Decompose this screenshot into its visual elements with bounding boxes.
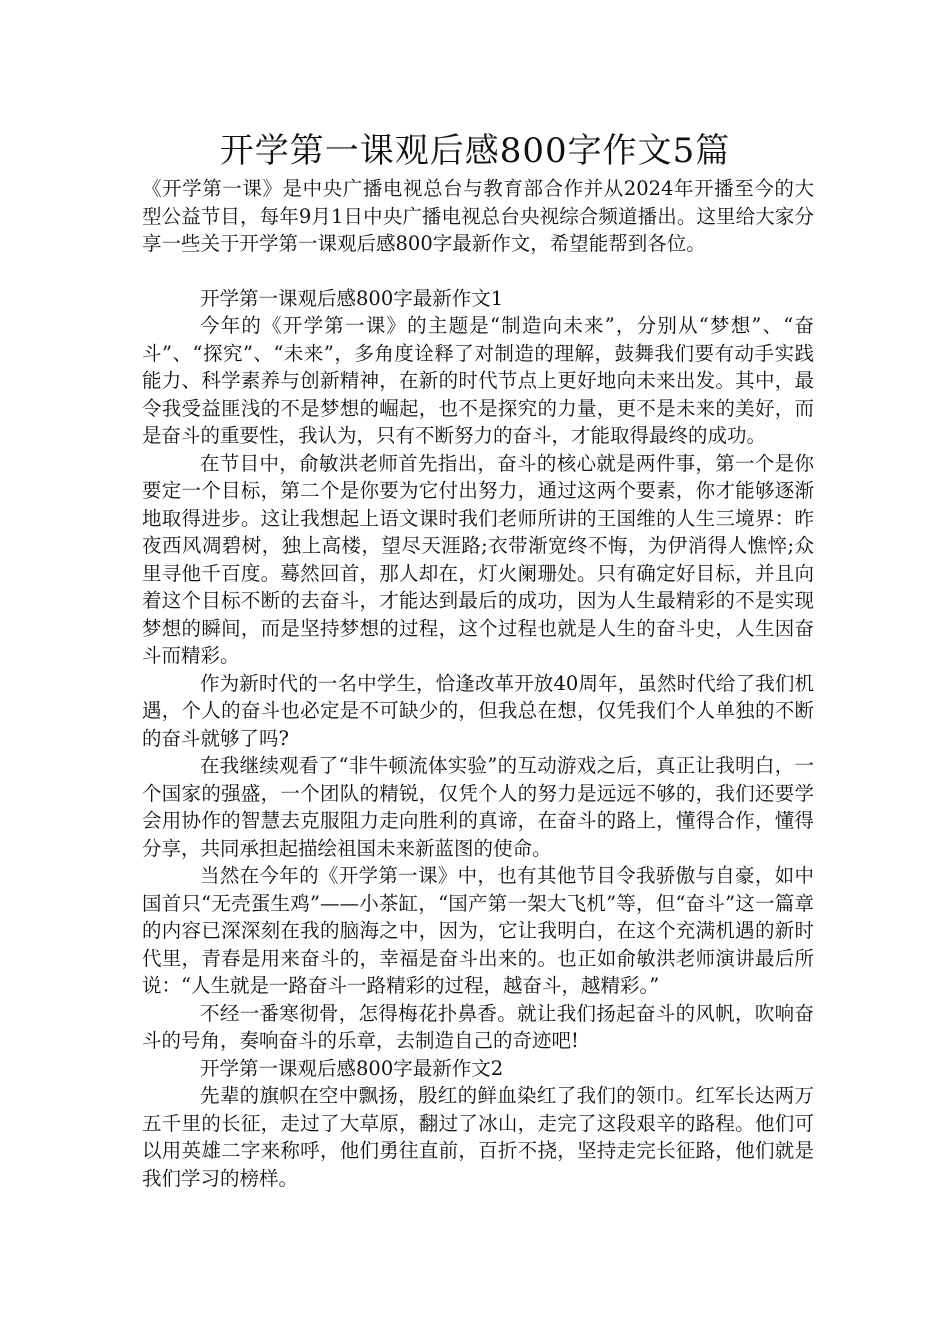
paragraph: 在我继续观看了“非牛顿流体实验”的互动游戏之后，真正让我明白，一个国家的强盛，一个团队的精锐，仅凭个人的努力是远远不够的，我们还要学会用协作的智慧去克服阻力走向胜利的真谛，在奋斗的路上，懂得合作，懂得分享，共同承担起描绘祖国未来新蓝图的使命。 (142, 754, 814, 860)
intro-paragraph: 《开学第一课》是中央广播电视总台与教育部合作并从2024年开播至今的大型公益节目，每年9月1日中央广播电视总台央视综合频道播出。这里给大家分享一些关于开学第一课观后感800字最新作文，希望能帮到各位。 (142, 177, 814, 255)
article-body (142, 175, 814, 1192)
paragraph: 作为新时代的一名中学生，恰逢改革开放40周年，虽然时代给了我们机遇，个人的奋斗也必定是不可缺少的，但我总在想，仅凭我们个人单独的不断的奋斗就够了吗? (142, 671, 814, 750)
section-heading-2: 开学第一课观后感800字最新作文2 (200, 1056, 504, 1080)
paragraph: 先辈的旗帜在空中飘扬，殷红的鲜血染红了我们的领巾。红军长达两万五千里的长征，走过了大草原，翻过了冰山，走完了这段艰辛的路程。他们可以用英雄二字来称呼，他们勇往直前，百折不挠，坚持走完长征路，他们就是我们学习的榜样。 (142, 1084, 814, 1190)
paragraph: 不经一番寒彻骨，怎得梅花扑鼻香。就让我们扬起奋斗的风帆，吹响奋斗的号角，奏响奋斗的乐章，去制造自己的奇迹吧! (142, 1001, 814, 1052)
paragraph: 今年的《开学第一课》的主题是“制造向未来”，分别从“梦想”、“奋斗”、“探究”、“未来”，多角度诠释了对制造的理解，鼓舞我们要有动手实践能力、科学素养与创新精神，在新的时代节点上更好地向未来出发。其中，最令我受益匪浅的不是梦想的崛起，也不是探究的力量，更不是未来的美好，而是奋斗的重要性，我认为，只有不断努力的奋斗，才能取得最终的成功。 (142, 314, 814, 447)
section-heading-1: 开学第一课观后感800字最新作文1 (200, 286, 504, 310)
paragraph: 当然在今年的《开学第一课》中，也有其他节目令我骄傲与自豪，如中国首只“无壳蛋生鸡”——小茶缸，“国产第一架大飞机”等，但“奋斗”这一篇章的内容已深深刻在我的脑海之中，因为，它让我明白，在这个充满机遇的新时代里，青春是用来奋斗的，幸福是奋斗出来的。也正如俞敏洪老师演讲最后所说：“人生就是一路奋斗一路精彩的过程，越奋斗，越精彩。” (142, 864, 814, 997)
page-title: 开学第一课观后感800字作文5篇 (219, 131, 731, 171)
paragraph: 在节目中，俞敏洪老师首先指出，奋斗的核心就是两件事，第一个是你要定一个目标，第二个是你要为它付出努力，通过这两个要素，你才能够逐渐地取得进步。这让我想起上语文课时我们老师所讲的王国维的人生三境界：昨夜西风凋碧树，独上高楼，望尽天涯路;衣带渐宽终不悔，为伊消得人憔悴;众里寻他千百度。蓦然回首，那人却在，灯火阑珊处。只有确定好目标，并且向着这个目标不断的去奋斗，才能达到最后的成功，因为人生最精彩的不是实现梦想的瞬间，而是坚持梦想的过程，这个过程也就是人生的奋斗史，人生因奋斗而精彩。 (142, 451, 814, 667)
